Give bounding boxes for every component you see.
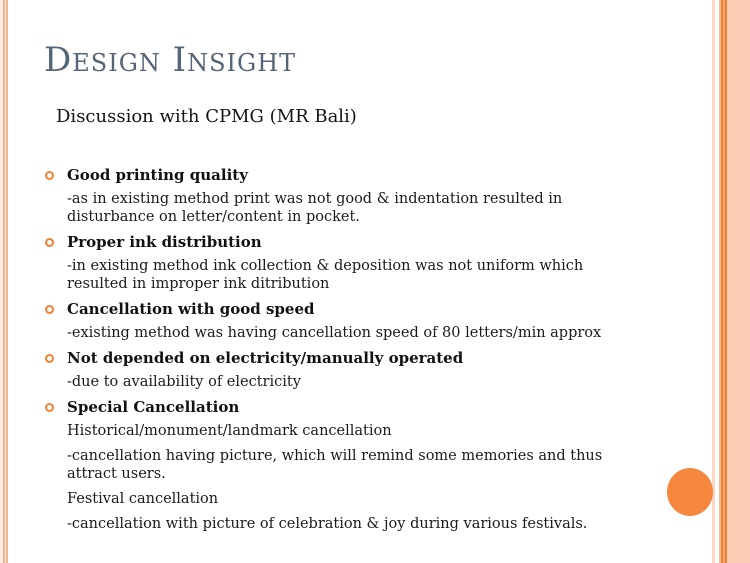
slide-title: Design Insight bbox=[44, 40, 297, 80]
bullet-heading: Not depended on electricity/manually operated bbox=[67, 349, 464, 367]
decorative-orange-circle bbox=[667, 468, 713, 516]
bullet-item bbox=[45, 233, 645, 293]
bullet-circle-icon bbox=[45, 403, 54, 412]
bullet-heading-row bbox=[45, 233, 645, 251]
left-border-stripes bbox=[0, 0, 8, 563]
bullet-detail: -cancellation with picture of celebration & joy during various festivals. bbox=[67, 516, 588, 532]
bullet-heading-row bbox=[45, 349, 645, 367]
bullet-detail: -as in existing method print was not good & indentation resulted in disturbance on letter/content in pocket. bbox=[67, 191, 563, 225]
bullet-heading: Proper ink distribution bbox=[67, 233, 262, 251]
bullet-heading: Special Cancellation bbox=[67, 398, 240, 416]
bullet-circle-icon bbox=[45, 354, 54, 363]
slide-subtitle: Discussion with CPMG (MR Bali) bbox=[56, 106, 357, 127]
bullet-sub-label: Festival cancellation bbox=[67, 491, 219, 507]
right-border-stripes bbox=[712, 0, 750, 563]
bullet-detail: -in existing method ink collection & deposition was not uniform which resulted in improper ink ditribution bbox=[67, 258, 584, 292]
bullet-item bbox=[45, 166, 645, 226]
bullet-detail: -due to availability of electricity bbox=[67, 374, 301, 390]
bullet-detail: -cancellation having picture, which will remind some memories and thus attract users. bbox=[67, 448, 603, 482]
bullet-item bbox=[45, 300, 645, 342]
bullet-detail: -existing method was having cancellation speed of 80 letters/min approx bbox=[67, 325, 602, 341]
bullet-heading-row bbox=[45, 398, 645, 416]
bullet-item bbox=[45, 398, 645, 533]
bullet-item bbox=[45, 349, 645, 391]
bullet-heading-row bbox=[45, 300, 645, 318]
bullet-heading: Cancellation with good speed bbox=[67, 300, 315, 318]
bullet-circle-icon bbox=[45, 171, 54, 180]
bullet-sub-label: Historical/monument/landmark cancellation bbox=[67, 423, 392, 439]
bullet-heading: Good printing quality bbox=[67, 166, 248, 184]
bullet-heading-row bbox=[45, 166, 645, 184]
bullet-circle-icon bbox=[45, 305, 54, 314]
bullet-circle-icon bbox=[45, 238, 54, 247]
bullet-list bbox=[45, 166, 645, 540]
